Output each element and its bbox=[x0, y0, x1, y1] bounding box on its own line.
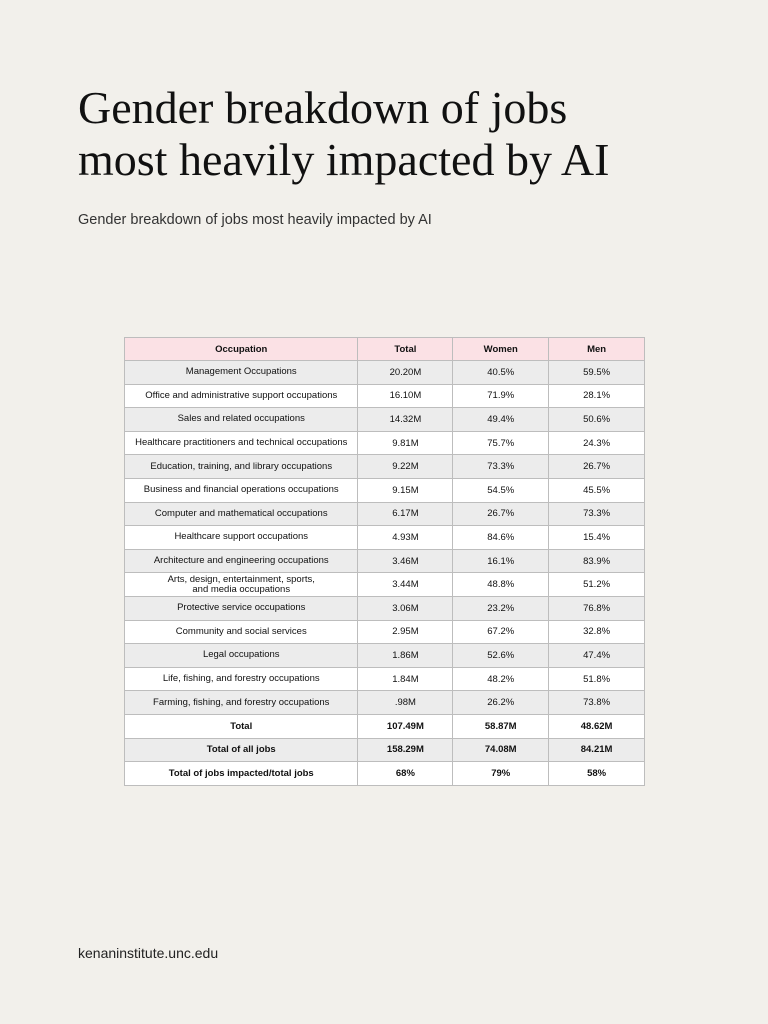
total-cell: 9.22M bbox=[358, 455, 453, 479]
table-row bbox=[125, 408, 645, 432]
page-subtitle: Gender breakdown of jobs most heavily impacted by AI bbox=[78, 212, 432, 228]
table-totals bbox=[125, 714, 645, 785]
occupation-cell: Total of jobs impacted/total jobs bbox=[125, 762, 358, 786]
header-men: Men bbox=[549, 338, 645, 361]
men-cell: 73.8% bbox=[549, 691, 645, 715]
occupation-cell: Management Occupations bbox=[125, 361, 358, 385]
women-cell: 54.5% bbox=[453, 478, 549, 502]
occupation-cell: Farming, fishing, and forestry occupations bbox=[125, 691, 358, 715]
women-cell: 52.6% bbox=[453, 644, 549, 668]
occupation-cell: Business and financial operations occupations bbox=[125, 478, 358, 502]
table-row bbox=[125, 478, 645, 502]
page-title-line-2: most heavily impacted by AI bbox=[78, 134, 610, 185]
total-cell: 20.20M bbox=[358, 361, 453, 385]
table-header bbox=[125, 338, 645, 361]
women-cell: 58.87M bbox=[453, 714, 549, 738]
occupation-cell: Architecture and engineering occupations bbox=[125, 549, 358, 573]
footer-url: kenaninstitute.unc.edu bbox=[78, 945, 219, 961]
totals-row bbox=[125, 738, 645, 762]
men-cell: 48.62M bbox=[549, 714, 645, 738]
occupation-cell: Sales and related occupations bbox=[125, 408, 358, 432]
women-cell: 67.2% bbox=[453, 620, 549, 644]
men-cell: 47.4% bbox=[549, 644, 645, 668]
total-cell: 107.49M bbox=[358, 714, 453, 738]
men-cell: 58% bbox=[549, 762, 645, 786]
total-cell: 2.95M bbox=[358, 620, 453, 644]
header-row bbox=[125, 338, 645, 361]
women-cell: 79% bbox=[453, 762, 549, 786]
women-cell: 71.9% bbox=[453, 384, 549, 408]
men-cell: 45.5% bbox=[549, 478, 645, 502]
page-title-line-1: Gender breakdown of jobs bbox=[78, 82, 568, 133]
table-row bbox=[125, 526, 645, 550]
total-cell: .98M bbox=[358, 691, 453, 715]
occupation-gender-table bbox=[124, 337, 645, 786]
table-row bbox=[125, 384, 645, 408]
occupation-cell: Healthcare support occupations bbox=[125, 526, 358, 550]
women-cell: 73.3% bbox=[453, 455, 549, 479]
table-row bbox=[125, 502, 645, 526]
men-cell: 32.8% bbox=[549, 620, 645, 644]
table-row bbox=[125, 573, 645, 597]
total-cell: 9.15M bbox=[358, 478, 453, 502]
women-cell: 23.2% bbox=[453, 596, 549, 620]
men-cell: 26.7% bbox=[549, 455, 645, 479]
women-cell: 49.4% bbox=[453, 408, 549, 432]
women-cell: 74.08M bbox=[453, 738, 549, 762]
women-cell: 75.7% bbox=[453, 431, 549, 455]
page-title bbox=[78, 82, 718, 186]
men-cell: 73.3% bbox=[549, 502, 645, 526]
table-row bbox=[125, 620, 645, 644]
total-cell: 14.32M bbox=[358, 408, 453, 432]
men-cell: 76.8% bbox=[549, 596, 645, 620]
table-row bbox=[125, 691, 645, 715]
men-cell: 51.2% bbox=[549, 573, 645, 597]
total-cell: 4.93M bbox=[358, 526, 453, 550]
women-cell: 84.6% bbox=[453, 526, 549, 550]
total-cell: 1.86M bbox=[358, 644, 453, 668]
total-cell: 158.29M bbox=[358, 738, 453, 762]
table-body bbox=[125, 361, 645, 715]
men-cell: 59.5% bbox=[549, 361, 645, 385]
women-cell: 48.8% bbox=[453, 573, 549, 597]
men-cell: 50.6% bbox=[549, 408, 645, 432]
women-cell: 16.1% bbox=[453, 549, 549, 573]
occupation-cell: Protective service occupations bbox=[125, 596, 358, 620]
totals-row bbox=[125, 714, 645, 738]
occupation-cell: Education, training, and library occupations bbox=[125, 455, 358, 479]
men-cell: 84.21M bbox=[549, 738, 645, 762]
total-cell: 3.46M bbox=[358, 549, 453, 573]
total-cell: 6.17M bbox=[358, 502, 453, 526]
occupation-cell: Computer and mathematical occupations bbox=[125, 502, 358, 526]
table-row bbox=[125, 644, 645, 668]
occupation-cell: Healthcare practitioners and technical occupations bbox=[125, 431, 358, 455]
men-cell: 24.3% bbox=[549, 431, 645, 455]
header-women: Women bbox=[453, 338, 549, 361]
women-cell: 48.2% bbox=[453, 667, 549, 691]
occupation-cell: Community and social services bbox=[125, 620, 358, 644]
total-cell: 3.44M bbox=[358, 573, 453, 597]
occupation-cell: Office and administrative support occupations bbox=[125, 384, 358, 408]
table-row bbox=[125, 455, 645, 479]
occupation-cell: Total of all jobs bbox=[125, 738, 358, 762]
table-row bbox=[125, 667, 645, 691]
men-cell: 15.4% bbox=[549, 526, 645, 550]
table-row bbox=[125, 361, 645, 385]
women-cell: 26.7% bbox=[453, 502, 549, 526]
header-occupation: Occupation bbox=[125, 338, 358, 361]
men-cell: 51.8% bbox=[549, 667, 645, 691]
occupation-cell: Legal occupations bbox=[125, 644, 358, 668]
women-cell: 40.5% bbox=[453, 361, 549, 385]
occupation-cell: Life, fishing, and forestry occupations bbox=[125, 667, 358, 691]
totals-row bbox=[125, 762, 645, 786]
table-row bbox=[125, 596, 645, 620]
women-cell: 26.2% bbox=[453, 691, 549, 715]
header-total: Total bbox=[358, 338, 453, 361]
men-cell: 83.9% bbox=[549, 549, 645, 573]
occupation-cell: Total bbox=[125, 714, 358, 738]
men-cell: 28.1% bbox=[549, 384, 645, 408]
total-cell: 9.81M bbox=[358, 431, 453, 455]
table-row bbox=[125, 431, 645, 455]
total-cell: 1.84M bbox=[358, 667, 453, 691]
table-row bbox=[125, 549, 645, 573]
total-cell: 16.10M bbox=[358, 384, 453, 408]
total-cell: 68% bbox=[358, 762, 453, 786]
occupation-cell: Arts, design, entertainment, sports, and media occupations bbox=[125, 573, 358, 597]
total-cell: 3.06M bbox=[358, 596, 453, 620]
